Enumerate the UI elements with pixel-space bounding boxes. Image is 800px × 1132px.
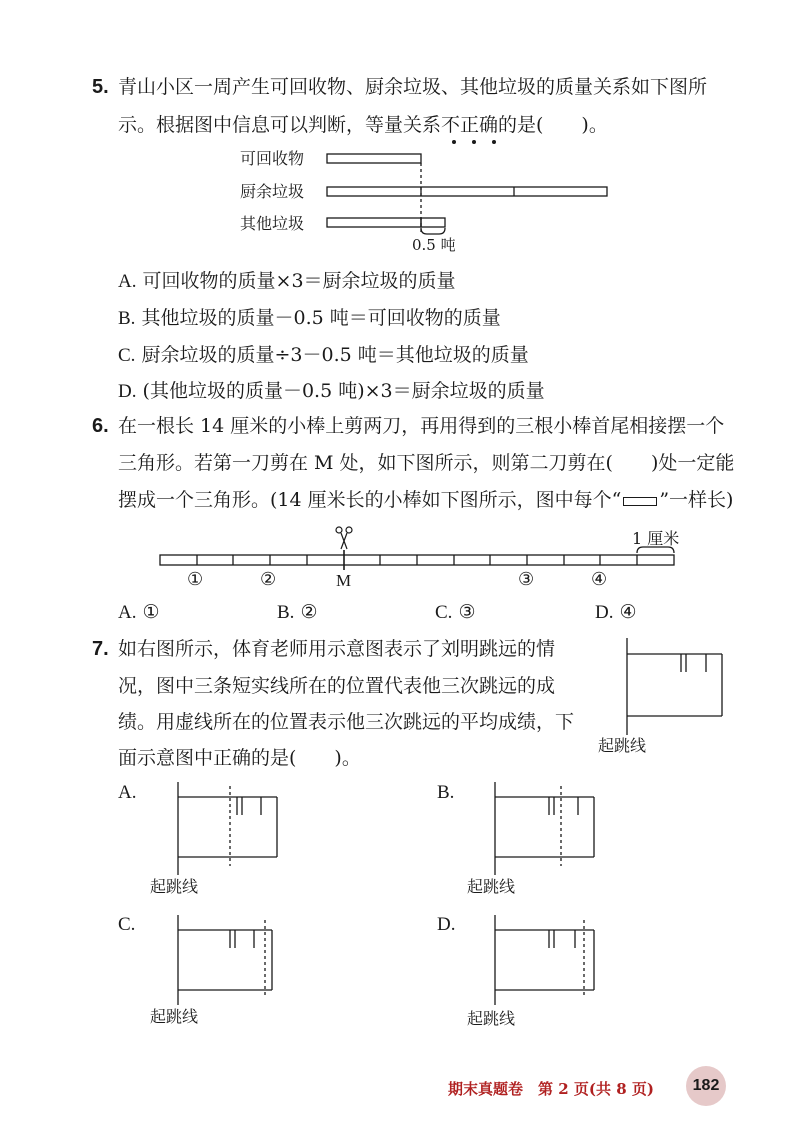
question-text: 示。根据图中信息可以判断，等量关系不正确的是( )。	[118, 114, 608, 136]
start-line-label: 起跳线	[150, 1007, 199, 1026]
start-line-label: 起跳线	[150, 877, 199, 896]
question-text: 在一根长 14 厘米的小棒上剪两刀，再用得到的三根小棒首尾相接摆一个	[118, 415, 725, 437]
question-text: 况，图中三条短实线所在的位置代表他三次跳远的成	[118, 675, 556, 697]
question-number: 7.	[92, 638, 109, 660]
option-c[interactable]: C. 厨余垃圾的质量÷3－0.5 吨＝其他垃圾的质量	[118, 344, 529, 366]
question-number: 6.	[92, 415, 109, 437]
question-text: 如右图所示，体育老师用示意图表示了刘明跳远的情	[118, 638, 556, 660]
page-number-badge: 182	[686, 1066, 726, 1106]
option-b[interactable]: B. ②	[277, 601, 318, 623]
bar-label-other: 其他垃圾	[240, 214, 305, 233]
start-line-label: 起跳线	[598, 736, 647, 755]
stick-unit-label: 1 厘米	[632, 529, 680, 548]
stick-mark-4: ④	[591, 569, 608, 590]
question-text: 绩。用虚线所在的位置表示他三次跳远的平均成绩，下	[118, 711, 575, 733]
stick-mark-3: ③	[518, 569, 535, 590]
diagram-b	[495, 782, 594, 875]
question-text: 三角形。若第一刀剪在 M 处，如下图所示，则第二刀剪在( )处一定能	[118, 452, 735, 474]
option-d[interactable]: D.	[437, 914, 456, 935]
stick-mark-1: ①	[187, 569, 204, 590]
stick-mark-m: M	[336, 571, 352, 590]
option-a[interactable]: A.	[118, 782, 137, 803]
start-line-label: 起跳线	[467, 877, 516, 896]
start-line-label: 起跳线	[467, 1009, 516, 1028]
footer-text: 期末真题卷 第 2 页(共 8 页)	[448, 1080, 654, 1098]
question-text: 青山小区一周产生可回收物、厨余垃圾、其他垃圾的质量关系如下图所	[118, 76, 708, 98]
option-b[interactable]: B.	[437, 782, 455, 803]
option-b[interactable]: B. 其他垃圾的质量－0.5 吨＝可回收物的质量	[118, 307, 501, 329]
diagram-a	[178, 782, 277, 875]
option-a[interactable]: A. 可回收物的质量×3＝厨余垃圾的质量	[118, 270, 456, 292]
stick-mark-2: ②	[260, 569, 277, 590]
reference-diagram	[627, 638, 722, 735]
option-c[interactable]: C.	[118, 914, 136, 935]
bar-label-kitchen: 厨余垃圾	[240, 182, 305, 201]
diagram-c	[178, 915, 272, 1005]
annotation-half-ton: 0.5 吨	[412, 236, 456, 254]
diagram-d	[495, 915, 594, 1005]
bar-label-recyclable: 可回收物	[240, 149, 305, 168]
question-text: 摆成一个三角形。(14 厘米长的小棒如下图所示，图中每个“ ”一样长)	[118, 489, 734, 511]
option-d[interactable]: D. ④	[595, 601, 637, 623]
option-c[interactable]: C. ③	[435, 601, 476, 623]
option-a[interactable]: A. ①	[118, 601, 160, 623]
option-d[interactable]: D. (其他垃圾的质量－0.5 吨)×3＝厨余垃圾的质量	[118, 380, 545, 402]
question-number: 5.	[92, 76, 109, 98]
question-text: 面示意图中正确的是( )。	[118, 747, 361, 769]
